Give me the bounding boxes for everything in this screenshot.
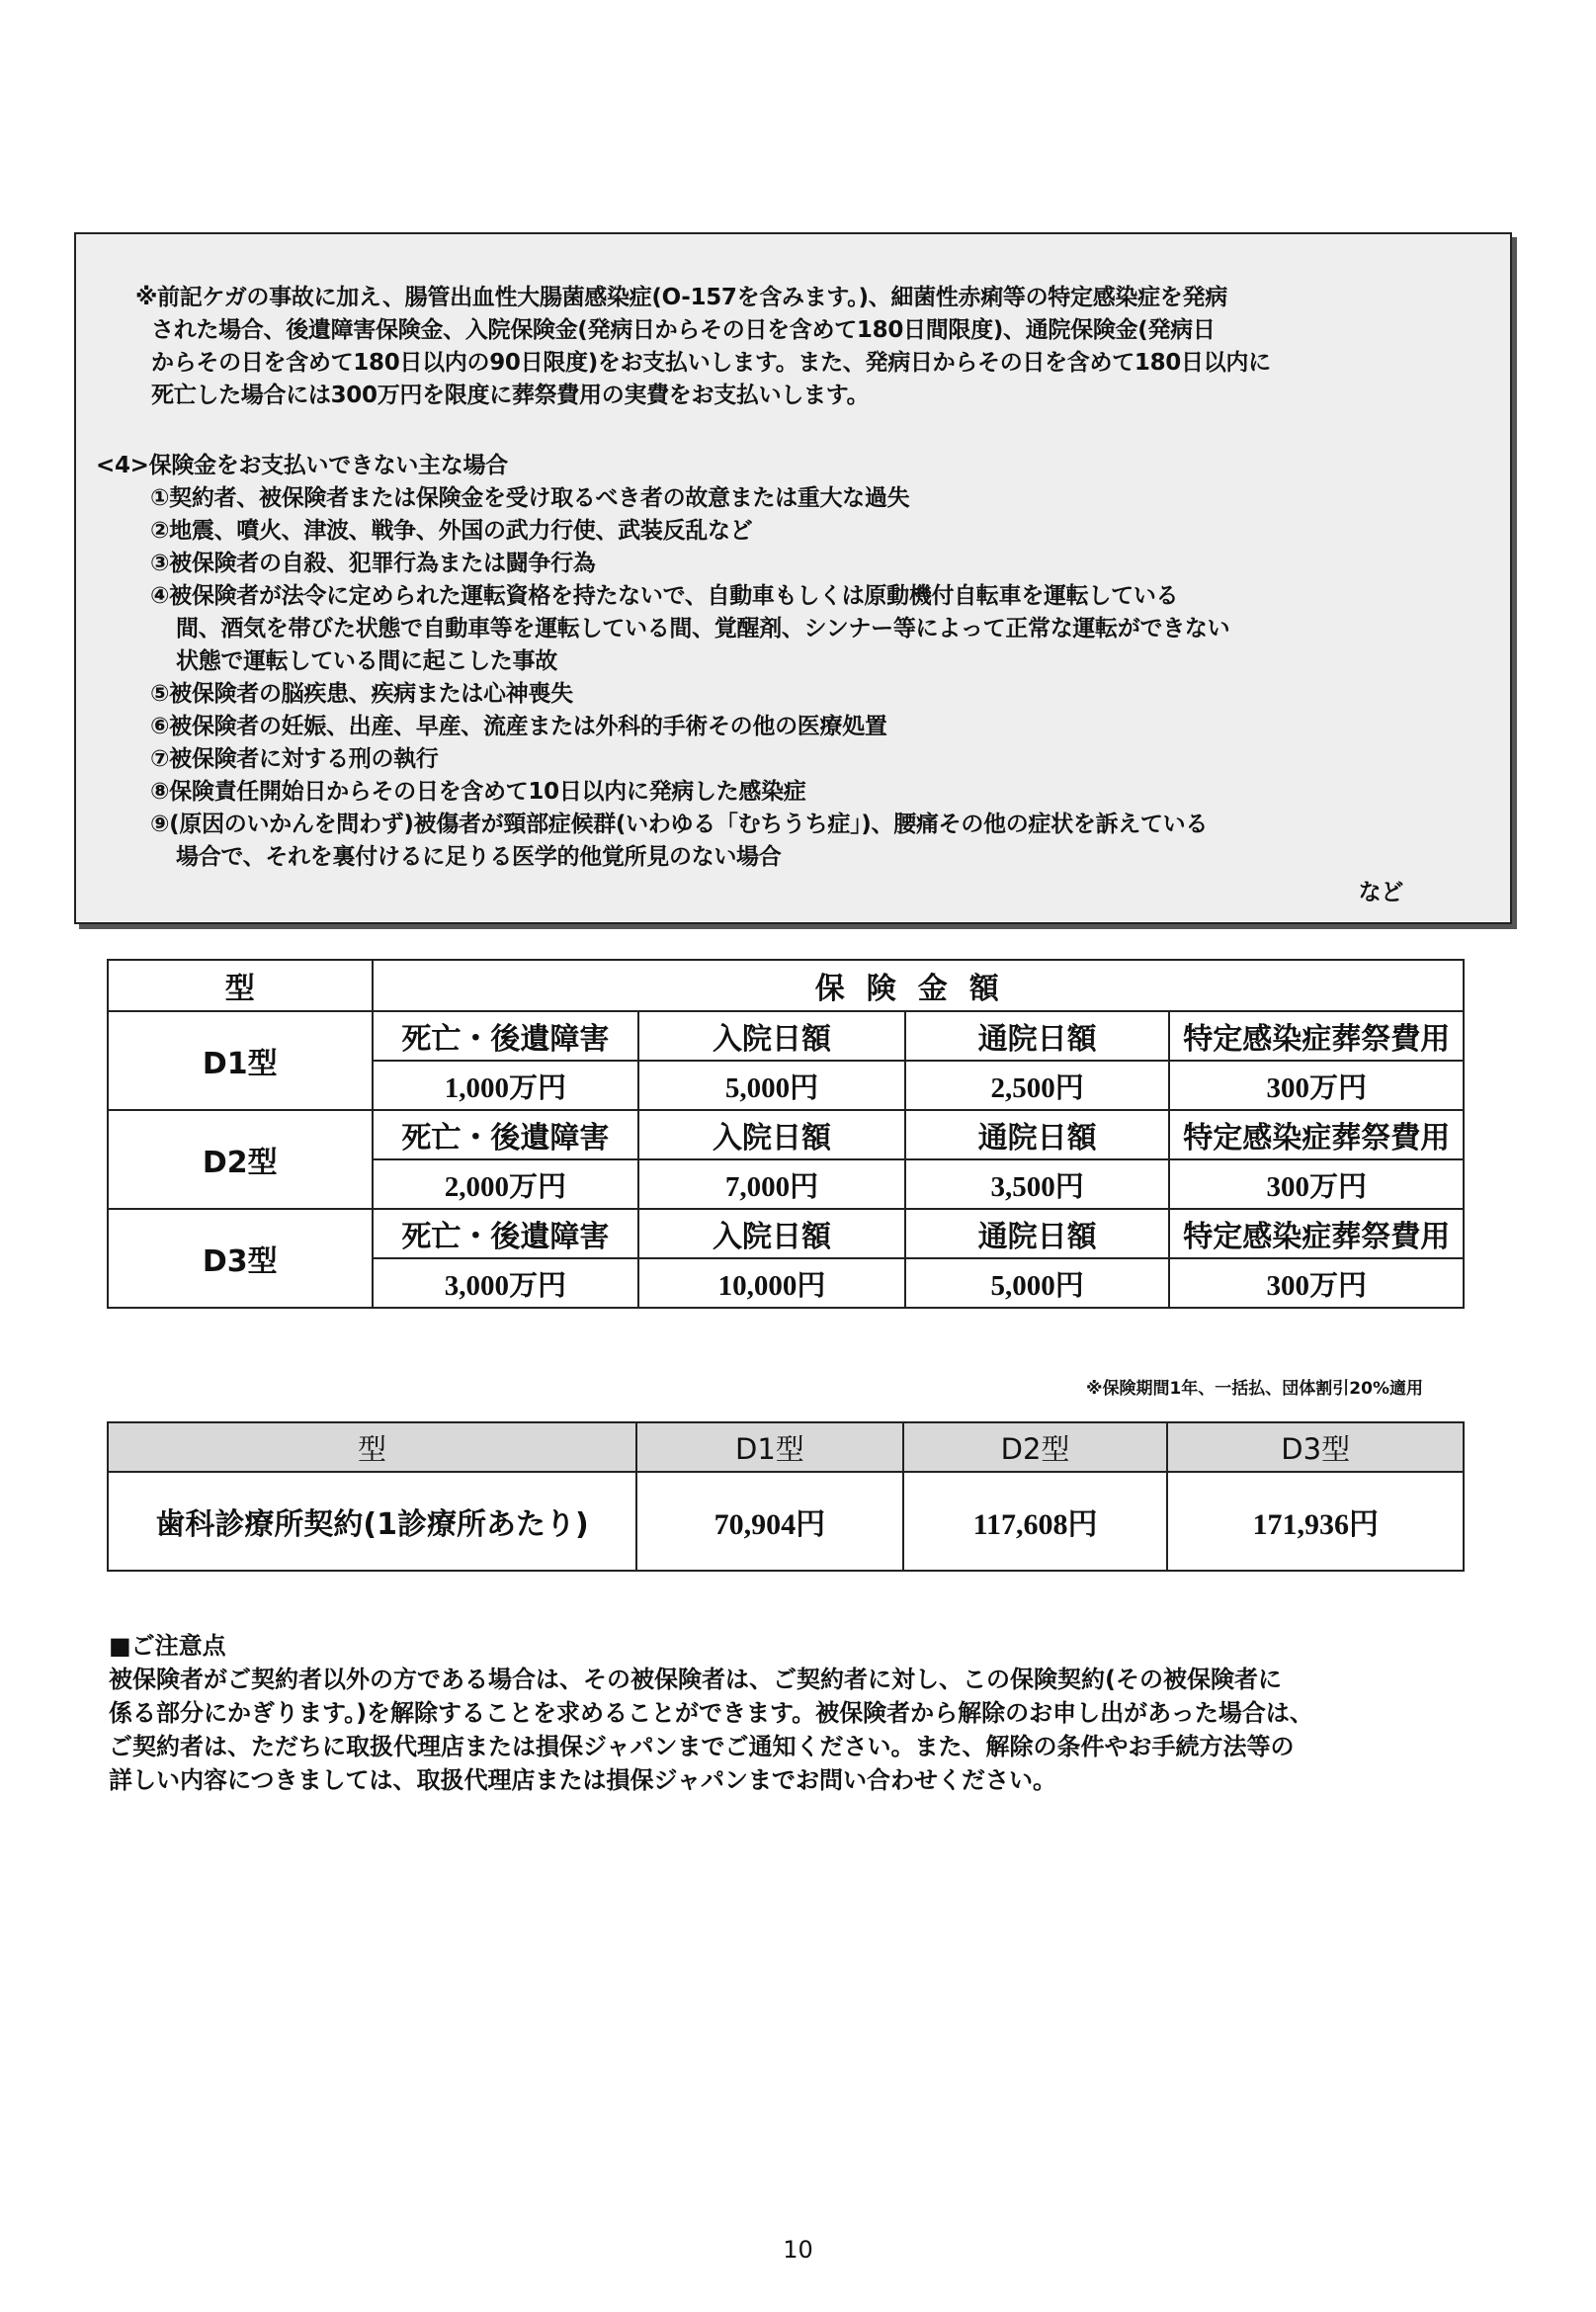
- amount-header: 保険金額: [373, 960, 1464, 1011]
- col-label: 入院日額: [638, 1110, 905, 1159]
- list-item-continuation: 場合で、それを裏付けるに足りる医学的他覚所見のない場合: [176, 844, 782, 870]
- list-item: ⑦被保険者に対する刑の執行: [150, 746, 439, 772]
- list-item: ①契約者、被保険者または保険金を受け取るべき者の故意または重大な過失: [150, 485, 910, 511]
- list-item: ③被保険者の自殺、犯罪行為または闘争行為: [150, 551, 596, 576]
- premium-table: [107, 1421, 1465, 1572]
- col-label: 死亡・後遺障害: [373, 1011, 639, 1061]
- col-label: 死亡・後遺障害: [373, 1110, 639, 1159]
- col-label: 特定感染症葬祭費用: [1169, 1110, 1464, 1159]
- exclusions-box: [74, 232, 1512, 924]
- list-item: ⑤被保険者の脳疾患、疾病または心神喪失: [150, 681, 573, 707]
- premium-header: D3型: [1167, 1422, 1464, 1472]
- premium-header: D2型: [903, 1422, 1168, 1472]
- value-cell: 10,000円: [638, 1258, 905, 1308]
- value-cell: 300万円: [1169, 1061, 1464, 1110]
- col-label: 通院日額: [905, 1110, 1170, 1159]
- premium-row-label: 歯科診療所契約(1診療所あたり): [108, 1472, 636, 1571]
- list-item: ④被保険者が法令に定められた運転資格を持たないで、自動車もしくは原動機付自転車を運転している: [150, 583, 1179, 609]
- value-cell: 5,000円: [638, 1061, 905, 1110]
- caution-line: 被保険者がご契約者以外の方である場合は、その被保険者は、ご契約者に対し、この保険契約(その被保険者に: [109, 1666, 1282, 1693]
- list-item: ⑨(原因のいかんを問わず)被傷者が頸部症候群(いわゆる「むちうち症」)、腰痛その他の症状を訴えている: [150, 812, 1209, 837]
- premium-note: ※保険期間1年、一括払、団体割引20%適用: [1085, 1379, 1423, 1399]
- col-label: 入院日額: [638, 1011, 905, 1061]
- notice-line: ※前記ケガの事故に加え、腸管出血性大腸菌感染症(O-157を含みます。)、細菌性赤痢等の特定感染症を発病: [135, 285, 1227, 310]
- infection-notice: [135, 282, 1271, 412]
- premium-header: 型: [108, 1422, 636, 1472]
- value-cell: 300万円: [1169, 1258, 1464, 1308]
- notice-line: からその日を含めて180日以内の90日限度)をお支払いします。また、発病日からその日を含めて180日以内に: [151, 350, 1271, 376]
- premium-value: 171,936円: [1167, 1472, 1464, 1571]
- coverage-table: [107, 959, 1465, 1309]
- list-item: ⑧保険責任開始日からその日を含めて10日以内に発病した感染症: [150, 779, 806, 805]
- premium-value: 117,608円: [903, 1472, 1168, 1571]
- list-item: ⑥被保険者の妊娠、出産、早産、流産または外科的手術その他の医療処置: [150, 714, 887, 739]
- col-label: 通院日額: [905, 1209, 1170, 1258]
- etc-label: など: [1358, 880, 1403, 905]
- premium-value: 70,904円: [636, 1472, 903, 1571]
- list-item-continuation: 間、酒気を帯びた状態で自動車等を運転している間、覚醒剤、シンナー等によって正常な運転ができない: [176, 616, 1230, 642]
- premium-header: D1型: [636, 1422, 903, 1472]
- caution-line: 係る部分にかぎります。)を解除することを求めることができます。被保険者から解除のお申し出があった場合は、: [109, 1699, 1313, 1727]
- type-cell: D2型: [108, 1110, 373, 1209]
- type-cell: D3型: [108, 1209, 373, 1308]
- value-cell: 2,000万円: [373, 1159, 639, 1209]
- caution-line: 詳しい内容につきましては、取扱代理店または損保ジャパンまでお問い合わせください。: [109, 1766, 1057, 1794]
- value-cell: 300万円: [1169, 1159, 1464, 1209]
- type-header: 型: [108, 960, 373, 1011]
- col-label: 特定感染症葬祭費用: [1169, 1011, 1464, 1061]
- exclusion-list: [150, 482, 1229, 874]
- value-cell: 2,500円: [905, 1061, 1170, 1110]
- section-4-title: <4>保険金をお支払いできない主な場合: [96, 453, 508, 478]
- value-cell: 3,000万円: [373, 1258, 639, 1308]
- value-cell: 3,500円: [905, 1159, 1170, 1209]
- caution-section: [109, 1629, 1492, 1797]
- col-label: 死亡・後遺障害: [373, 1209, 639, 1258]
- list-item: ②地震、噴火、津波、戦争、外国の武力行使、武装反乱など: [150, 518, 753, 544]
- notice-line: された場合、後遺障害保険金、入院保険金(発病日からその日を含めて180日間限度)、通院保険金(発病日: [151, 317, 1216, 343]
- col-label: 通院日額: [905, 1011, 1170, 1061]
- page-number: 10: [783, 2236, 813, 2264]
- caution-line: ご契約者は、ただちに取扱代理店または損保ジャパンまでご通知ください。また、解除の条件やお手続方法等の: [109, 1733, 1295, 1760]
- value-cell: 1,000万円: [373, 1061, 639, 1110]
- col-label: 入院日額: [638, 1209, 905, 1258]
- col-label: 特定感染症葬祭費用: [1169, 1209, 1464, 1258]
- caution-title: ■ご注意点: [109, 1632, 226, 1660]
- notice-line: 死亡した場合には300万円を限度に葬祭費用の実費をお支払いします。: [151, 383, 870, 408]
- value-cell: 7,000円: [638, 1159, 905, 1209]
- type-cell: D1型: [108, 1011, 373, 1110]
- value-cell: 5,000円: [905, 1258, 1170, 1308]
- list-item-continuation: 状態で運転している間に起こした事故: [176, 648, 557, 674]
